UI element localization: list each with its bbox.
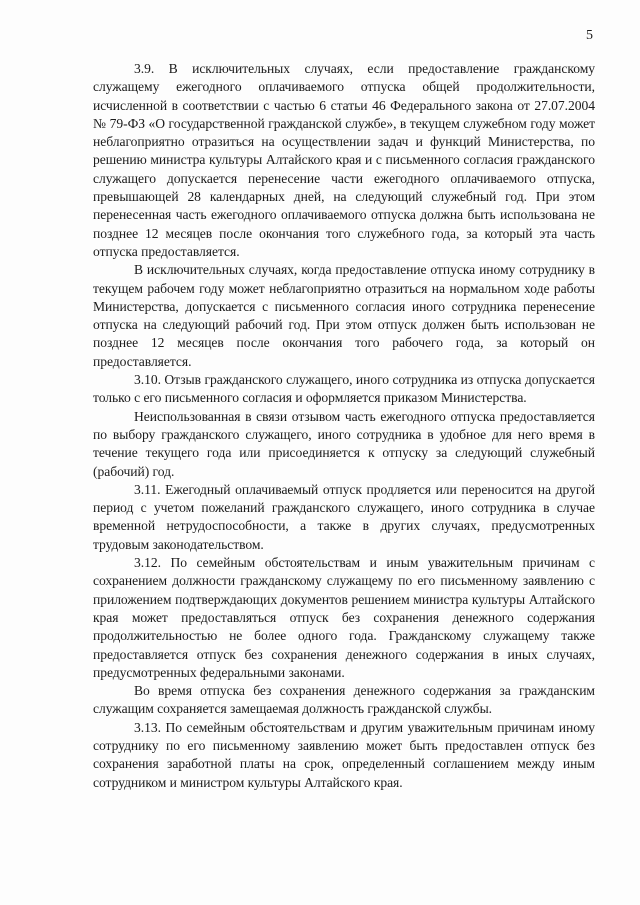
document-body (93, 60, 595, 792)
paragraph-3-12: 3.12. По семейным обстоятельствам и иным уважительным причинам с сохранением должности гражданскому служащему по его письменному заявлению с приложением подтверждающих документов решением министра культуры Алтайского края может предоставляться отпуск без сохранения денежного содержания продолжительностью не более одного года. Гражданскому служащему также предоставляется отпуск без сохранения денежного содержания в иных случаях, предусмотренных федеральными законами. (93, 555, 595, 680)
paragraph-3-10: 3.10. Отзыв гражданского служащего, иного сотрудника из отпуска допускается только с его письменного согласия и оформляется приказом Министерства. (93, 372, 595, 406)
paragraph-3-9-continued: В исключительных случаях, когда предоставление отпуска иному сотруднику в текущем рабочем году может неблагоприятно отразиться на нормальном ходе работы Министерства, допускается с письменного согласия иного сотрудника перенесение отпуска на следующий рабочий год. При этом отпуск должен быть использован не позднее 12 месяцев после окончания того рабочего года, за который он предоставляется. (93, 262, 595, 369)
page-number: 5 (586, 28, 593, 43)
paragraph-3-10-continued: Неиспользованная в связи отзывом часть ежегодного отпуска предоставляется по выбору гражданского служащего, иного сотрудника в удобное для него время в течение текущего года или присоединяется к отпуску за следующий служебный (рабочий) год. (93, 408, 595, 479)
paragraph-3-12-continued: Во время отпуска без сохранения денежного содержания за гражданским служащим сохраняется замещаемая должность гражданской службы. (93, 683, 595, 717)
paragraph-3-13: 3.13. По семейным обстоятельствам и другим уважительным причинам иному сотруднику по его письменному заявлению может быть предоставлен отпуск без сохранения заработной платы на срок, определенный соглашением между иным сотрудником и министром культуры Алтайского края. (93, 719, 595, 790)
paragraph-3-11: 3.11. Ежегодный оплачиваемый отпуск продляется или переносится на другой период с учетом пожеланий гражданского служащего, иного сотрудника в случае временной нетрудоспособности, а также в других случаях, предусмотренных трудовым законодательством. (93, 481, 595, 552)
paragraph-3-9: 3.9. В исключительных случаях, если предоставление гражданскому служащему ежегодного оплачиваемого отпуска общей продолжительности, исчисленной в соответствии с частью 6 статьи 46 Федерального закона от 27.07.2004 № 79-ФЗ «О государственной гражданской службе», в текущем служебном году может неблагоприятно отразиться на осуществлении задач и функций Министерства, по решению министра культуры Алтайского края и с письменного согласия гражданского служащего допускается перенесение части ежегодного оплачиваемого отпуска, превышающей 28 календарных дней, на следующий служебный год. При этом перенесенная часть ежегодного оплачиваемого отпуска должна быть использована не позднее 12 месяцев после окончания того служебного года, за который эта часть отпуска предоставляется. (93, 61, 595, 259)
